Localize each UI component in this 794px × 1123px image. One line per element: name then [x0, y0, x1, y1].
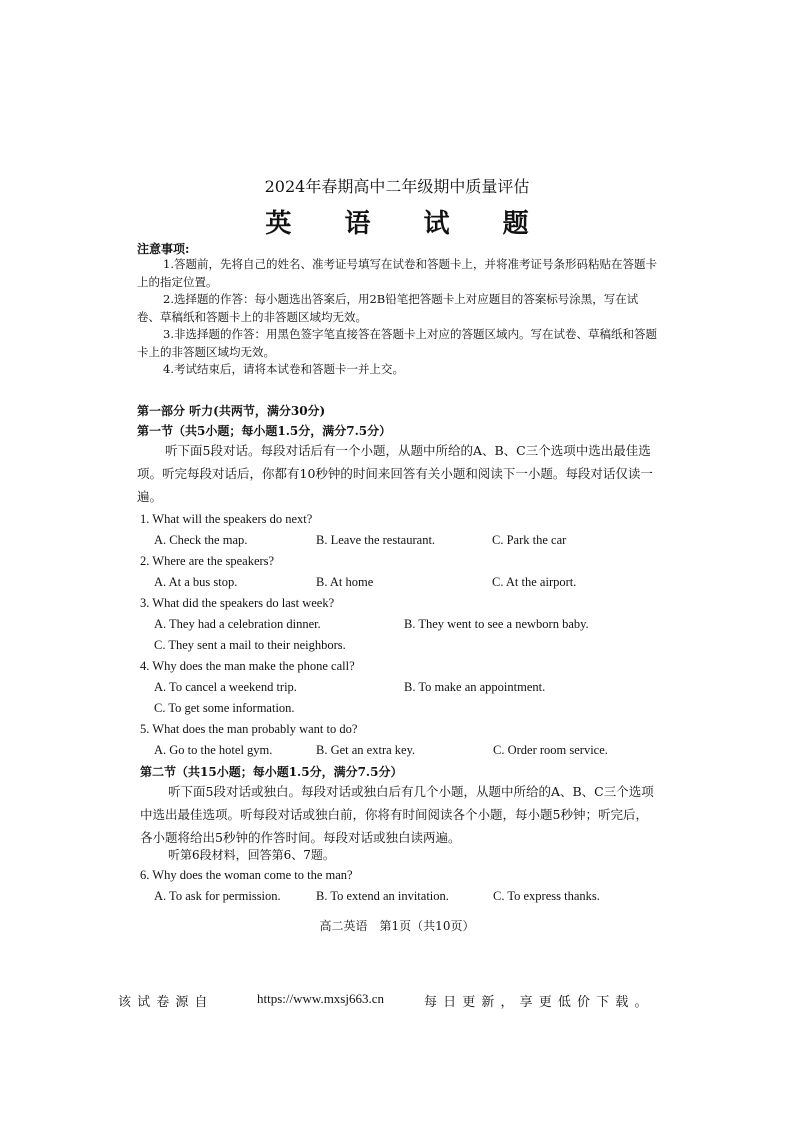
question-1-option-b: B. Leave the restaurant. — [316, 533, 436, 547]
page-number-label: 高二英语 第1页（共10页） — [319, 919, 475, 933]
question-5-stem: 5. What does the man probably want to do? — [140, 722, 358, 736]
question-2-option-a: A. At a bus stop. — [154, 575, 238, 589]
notice-item-1: 1.答题前，先将自己的姓名、准考证号填写在试卷和答题卡上，并将准考证号条形码粘贴在答题卡上的指定位置。 — [137, 257, 657, 289]
part1-heading: 第一部分 听力(共两节，满分30分) — [137, 404, 326, 418]
question-4-stem: 4. Why does the man make the phone call? — [140, 659, 355, 673]
question-2-option-b: B. At home — [316, 575, 374, 589]
question-5-option-a: A. Go to the hotel gym. — [154, 743, 273, 757]
question-5-option-c: C. Order room service. — [493, 743, 608, 757]
source-suffix: 每 日 更 新 ， 享 更 低 价 下 载 。 — [424, 995, 649, 1010]
exam-title: 2024年春期高中二年级期中质量评估 — [264, 177, 530, 196]
source-url-link[interactable]: https://www.mxsj663.cn — [257, 991, 384, 1006]
material-6-note: 听第6段材料，回答第6、7题。 — [168, 848, 335, 862]
question-4-option-a: A. To cancel a weekend trip. — [154, 680, 297, 694]
question-3-option-b: B. They went to see a newborn baby. — [404, 617, 589, 631]
question-2-option-c: C. At the airport. — [492, 575, 577, 589]
question-5-option-b: B. Get an extra key. — [316, 743, 416, 757]
question-4-option-b: B. To make an appointment. — [404, 680, 546, 694]
section2-instructions: 听下面5段对话或独白。每段对话或独白后有几个小题，从题中所给的A、B、C三个选项中选出最佳选项。听每段对话或独白前，你将有时间阅读各个小题，每小题5秒钟；听完后，各小题将给出5秒钟的作答时间。每段对话或独白读两遍。 — [140, 784, 654, 845]
subject-title: 英 语 试 题 — [265, 209, 551, 239]
question-6-stem: 6. Why does the woman come to the man? — [140, 868, 353, 882]
section1-heading: 第一节（共5小题；每小题1.5分，满分7.5分） — [137, 424, 392, 438]
question-4-option-c: C. To get some information. — [154, 701, 295, 715]
notice-item-2: 2.选择题的作答：每小题选出答案后，用2B铅笔把答题卡上对应题目的答案标号涂黑，写在试卷、草稿纸和答题卡上的非答题区域均无效。 — [137, 292, 639, 324]
question-6-option-b: B. To extend an invitation. — [316, 889, 449, 903]
notice-item-4: 4.考试结束后，请将本试卷和答题卡一并上交。 — [163, 362, 404, 376]
section2-heading: 第二节（共15小题；每小题1.5分，满分7.5分） — [140, 765, 403, 779]
question-3-option-c: C. They sent a mail to their neighbors. — [154, 638, 346, 652]
question-1-option-c: C. Park the car — [492, 533, 567, 547]
section1-instructions: 听下面5段对话。每段对话后有一个小题，从题中所给的A、B、C三个选项中选出最佳选项。听完每段对话后，你都有10秒钟的时间来回答有关小题和阅读下一小题。每段对话仅读一遍。 — [137, 443, 653, 504]
question-3-stem: 3. What did the speakers do last week? — [140, 596, 335, 610]
notice-heading: 注意事项: — [137, 242, 190, 256]
question-6-option-c: C. To express thanks. — [493, 889, 600, 903]
notice-item-3: 3.非选择题的作答：用黑色签字笔直接答在答题卡上对应的答题区域内。写在试卷、草稿纸和答题卡上的非答题区域均无效。 — [137, 327, 657, 359]
question-1-option-a: A. Check the map. — [154, 533, 248, 547]
question-6-option-a: A. To ask for permission. — [154, 889, 281, 903]
question-1-stem: 1. What will the speakers do next? — [140, 512, 313, 526]
source-prefix: 该 试 卷 源 自 — [118, 995, 209, 1010]
question-2-stem: 2. Where are the speakers? — [140, 554, 275, 568]
question-3-option-a: A. They had a celebration dinner. — [154, 617, 321, 631]
